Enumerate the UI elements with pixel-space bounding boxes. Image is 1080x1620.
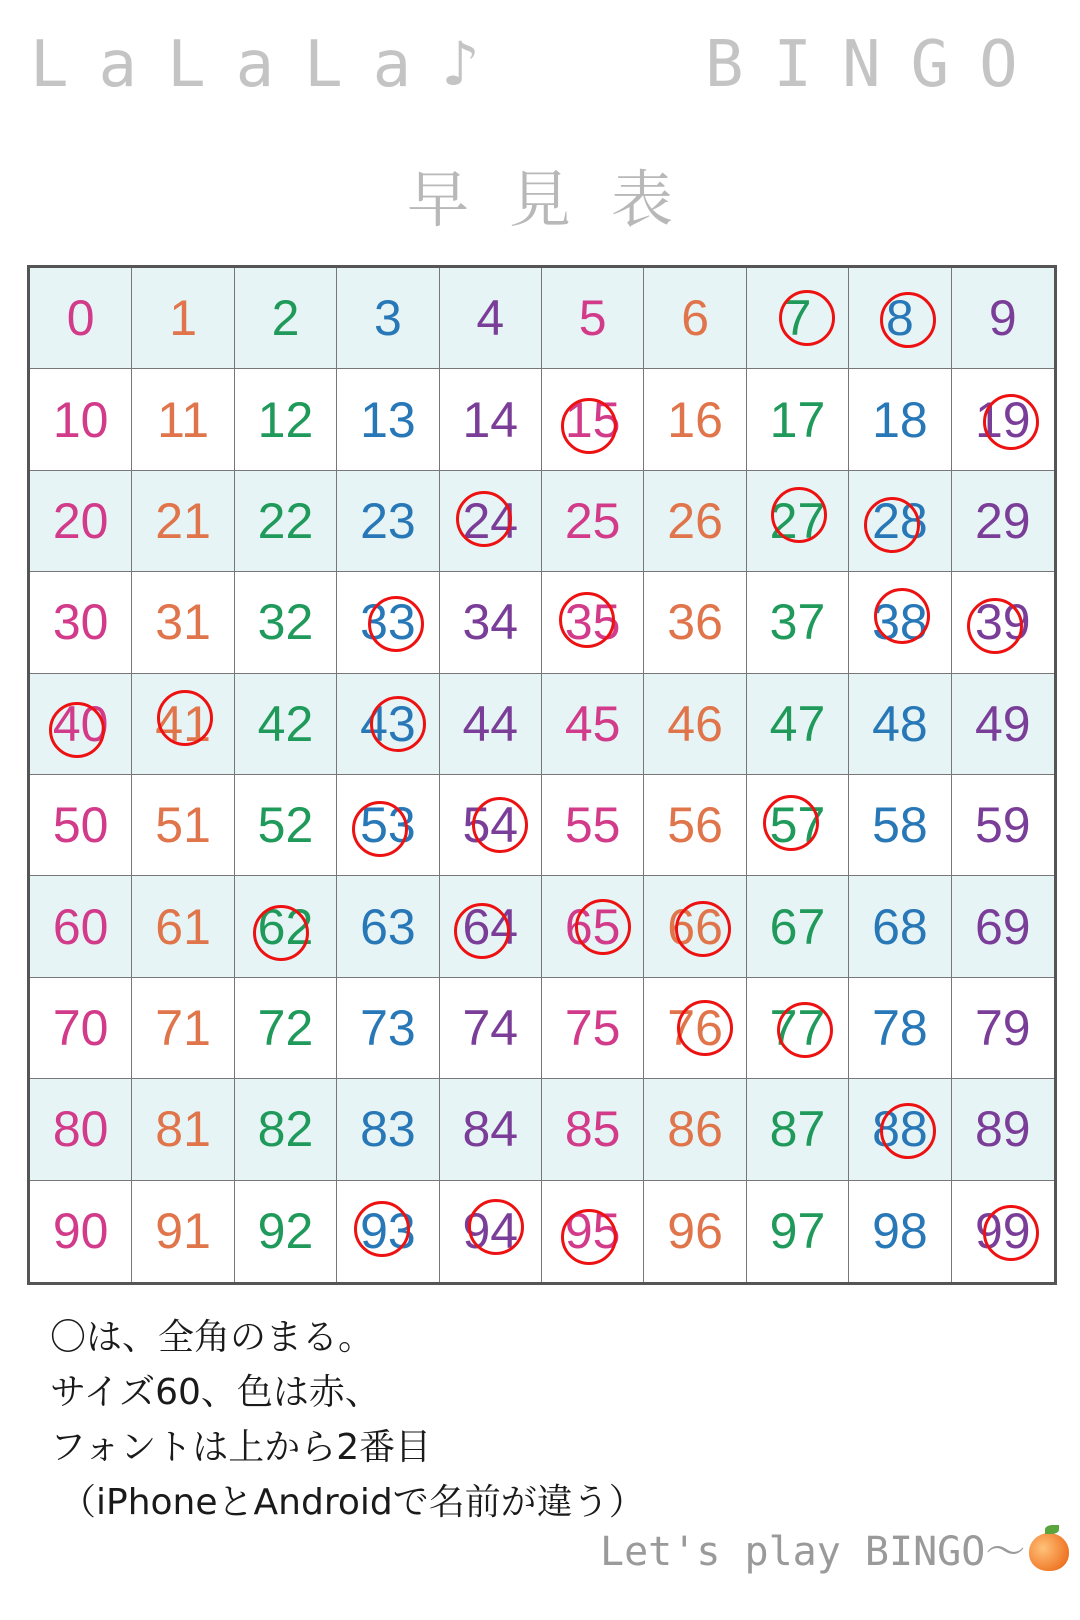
cell-number: 14 (462, 391, 519, 448)
grid-cell (235, 876, 337, 977)
cell-number: 91 (155, 1203, 211, 1260)
cell-number: 85 (564, 1101, 621, 1158)
cell-number: 90 (52, 1203, 109, 1260)
cell-number: 65 (564, 898, 621, 955)
grid-cell (132, 369, 234, 470)
grid-cell (337, 775, 439, 876)
cell-number: 59 (974, 797, 1031, 854)
cell-number: 68 (872, 898, 928, 955)
grid-cell (952, 471, 1054, 572)
grid-cell (440, 674, 542, 775)
cell-number: 96 (667, 1203, 723, 1260)
cell-number: 38 (872, 594, 928, 651)
cell-number: 97 (769, 1203, 826, 1260)
grid-cell (235, 1079, 337, 1180)
grid-cell (644, 876, 746, 977)
grid-cell (30, 876, 132, 977)
cell-number: 28 (872, 492, 928, 549)
cell-number: 40 (52, 695, 109, 752)
grid-cell (235, 1181, 337, 1282)
cell-number: 39 (974, 594, 1031, 651)
cell-number: 83 (360, 1101, 416, 1158)
grid-cell (952, 674, 1054, 775)
grid-cell (235, 471, 337, 572)
cell-number: 13 (360, 391, 416, 448)
grid-cell (235, 775, 337, 876)
grid-cell (952, 876, 1054, 977)
cell-number: 4 (476, 290, 505, 347)
grid-cell (644, 1181, 746, 1282)
grid-cell (747, 978, 849, 1079)
grid-cell (30, 1079, 132, 1180)
grid-cell (952, 1079, 1054, 1180)
cell-number: 52 (257, 797, 314, 854)
grid-cell (952, 978, 1054, 1079)
cell-number: 64 (462, 898, 519, 955)
cell-number: 69 (974, 898, 1031, 955)
cell-number: 55 (564, 797, 621, 854)
cell-number: 5 (578, 290, 607, 347)
grid-cell (337, 876, 439, 977)
cell-number: 31 (155, 594, 211, 651)
app-title (0, 18, 1080, 108)
cell-number: 98 (872, 1203, 928, 1260)
note-line-3: フォントは上から2番目 (50, 1427, 432, 1468)
grid-cell (849, 572, 951, 673)
grid-cell (440, 775, 542, 876)
cell-number: 7 (783, 290, 812, 347)
grid-cell (542, 1079, 644, 1180)
cell-number: 29 (974, 492, 1031, 549)
grid-cell (440, 268, 542, 369)
grid-cell (132, 268, 234, 369)
grid-cell (132, 471, 234, 572)
cell-number: 76 (667, 999, 723, 1056)
grid-cell (644, 674, 746, 775)
grid-cell (849, 674, 951, 775)
cell-number: 61 (155, 898, 211, 955)
grid-cell (337, 1079, 439, 1180)
cell-number: 70 (52, 999, 109, 1056)
cell-number: 43 (360, 695, 416, 752)
cell-number: 57 (769, 797, 826, 854)
grid-cell (30, 978, 132, 1079)
grid-cell (542, 978, 644, 1079)
cell-number: 25 (564, 492, 621, 549)
grid-cell (30, 369, 132, 470)
grid-cell (644, 268, 746, 369)
cell-number: 93 (360, 1203, 416, 1260)
cell-number: 79 (974, 999, 1031, 1056)
cell-number: 41 (155, 695, 211, 752)
cell-number: 58 (872, 797, 928, 854)
grid-cell (337, 978, 439, 1079)
cell-number: 42 (257, 695, 314, 752)
bingo-number-grid (27, 265, 1057, 1285)
cell-number: 23 (360, 492, 416, 549)
grid-cell (235, 674, 337, 775)
cell-number: 54 (462, 797, 519, 854)
grid-cell (644, 978, 746, 1079)
cell-number: 74 (462, 999, 519, 1056)
grid-cell (952, 775, 1054, 876)
grid-cell (132, 674, 234, 775)
cell-number: 60 (52, 898, 109, 955)
grid-cell (30, 471, 132, 572)
note-line-1: 〇は、全角のまる。 (50, 1317, 375, 1358)
cell-number: 45 (564, 695, 621, 752)
cell-number: 92 (257, 1203, 314, 1260)
grid-cell (132, 775, 234, 876)
cell-number: 80 (52, 1101, 109, 1158)
grid-cell (747, 674, 849, 775)
page-subtitle: 早見表 (406, 163, 713, 236)
cell-number: 20 (52, 492, 109, 549)
grid-cell (952, 1181, 1054, 1282)
grid-cell (542, 876, 644, 977)
cell-number: 84 (462, 1101, 519, 1158)
cell-number: 50 (52, 797, 109, 854)
cell-number: 16 (667, 391, 723, 448)
grid-cell (542, 268, 644, 369)
footer-text: Let's play BINGO〜 (600, 1529, 1026, 1575)
cell-number: 0 (66, 290, 95, 347)
grid-cell (849, 775, 951, 876)
cell-number: 95 (564, 1203, 621, 1260)
cell-number: 56 (667, 797, 723, 854)
cell-number: 24 (462, 492, 519, 549)
grid-cell (337, 1181, 439, 1282)
grid-cell (849, 1181, 951, 1282)
cell-number: 99 (974, 1203, 1031, 1260)
grid-cell (849, 268, 951, 369)
instruction-note (50, 1310, 645, 1530)
grid-cell (952, 572, 1054, 673)
grid-cell (644, 369, 746, 470)
cell-number: 37 (769, 594, 826, 651)
cell-number: 34 (462, 594, 519, 651)
grid-cell (337, 572, 439, 673)
cell-number: 30 (52, 594, 109, 651)
cell-number: 48 (872, 695, 928, 752)
grid-cell (132, 1181, 234, 1282)
grid-cell (849, 369, 951, 470)
cell-number: 21 (155, 492, 211, 549)
cell-number: 9 (988, 290, 1017, 347)
grid-cell (337, 268, 439, 369)
grid-cell (30, 268, 132, 369)
grid-cell (644, 572, 746, 673)
grid-cell (849, 876, 951, 977)
cell-number: 78 (872, 999, 928, 1056)
cell-number: 62 (257, 898, 314, 955)
cell-number: 81 (155, 1101, 211, 1158)
cell-number: 26 (667, 492, 723, 549)
cell-number: 71 (155, 999, 211, 1056)
grid-cell (440, 572, 542, 673)
cell-number: 27 (769, 492, 826, 549)
grid-cell (747, 471, 849, 572)
grid-cell (644, 1079, 746, 1180)
grid-cell (542, 369, 644, 470)
cell-number: 35 (564, 594, 621, 651)
cell-number: 72 (257, 999, 314, 1056)
footer-caption (600, 1520, 1069, 1577)
grid-cell (747, 572, 849, 673)
grid-cell (337, 674, 439, 775)
grid-cell (132, 876, 234, 977)
grid-cell (440, 369, 542, 470)
cell-number: 46 (667, 695, 723, 752)
grid-cell (644, 775, 746, 876)
grid-cell (849, 978, 951, 1079)
grid-cell (747, 1181, 849, 1282)
cell-number: 51 (155, 797, 211, 854)
cell-number: 36 (667, 594, 723, 651)
cell-number: 33 (360, 594, 416, 651)
cell-number: 75 (564, 999, 621, 1056)
grid-cell (337, 471, 439, 572)
cell-number: 88 (872, 1101, 928, 1158)
grid-cell (644, 471, 746, 572)
cell-number: 77 (769, 999, 826, 1056)
cell-number: 94 (462, 1203, 519, 1260)
cell-number: 73 (360, 999, 416, 1056)
cell-number: 63 (360, 898, 416, 955)
grid-cell (30, 674, 132, 775)
grid-cell (542, 674, 644, 775)
cell-number: 89 (974, 1101, 1031, 1158)
cell-number: 19 (974, 391, 1031, 448)
cell-number: 3 (373, 290, 402, 347)
cell-number: 32 (257, 594, 314, 651)
grid-cell (747, 268, 849, 369)
grid-cell (440, 1181, 542, 1282)
grid-cell (440, 978, 542, 1079)
note-line-2: サイズ60、色は赤、 (50, 1372, 381, 1413)
cell-number: 2 (271, 290, 300, 347)
note-line-4: （iPhoneとAndroidで名前が違う） (60, 1482, 645, 1523)
title-lalala: LaLaLa♪ (30, 28, 510, 102)
grid-cell (440, 1079, 542, 1180)
cell-number: 6 (681, 290, 709, 347)
cell-number: 18 (872, 391, 928, 448)
grid-cell (132, 978, 234, 1079)
cell-number: 10 (52, 391, 109, 448)
grid-cell (747, 1079, 849, 1180)
grid-cell (747, 369, 849, 470)
peach-icon (1029, 1533, 1069, 1571)
cell-number: 8 (885, 290, 914, 347)
cell-number: 86 (667, 1101, 723, 1158)
cell-number: 67 (769, 898, 826, 955)
grid-cell (235, 268, 337, 369)
cell-number: 22 (257, 492, 314, 549)
grid-cell (235, 572, 337, 673)
grid-cell (235, 978, 337, 1079)
grid-cell (337, 369, 439, 470)
grid-cell (952, 268, 1054, 369)
cell-number: 12 (257, 391, 314, 448)
cell-number: 49 (974, 695, 1031, 752)
cell-number: 15 (564, 391, 621, 448)
cell-number: 44 (462, 695, 519, 752)
grid-cell (132, 1079, 234, 1180)
cell-number: 1 (169, 290, 197, 347)
cell-number: 53 (360, 797, 416, 854)
grid-cell (747, 876, 849, 977)
grid-cell (30, 1181, 132, 1282)
cell-number: 82 (257, 1101, 314, 1158)
grid-cell (542, 471, 644, 572)
grid-cell (440, 876, 542, 977)
grid-cell (542, 1181, 644, 1282)
grid-cell (235, 369, 337, 470)
cell-number: 11 (157, 391, 210, 448)
grid-cell (747, 775, 849, 876)
grid-cell (30, 775, 132, 876)
grid-cell (440, 471, 542, 572)
cell-number: 66 (667, 898, 723, 955)
grid-cell (952, 369, 1054, 470)
grid-cell (542, 775, 644, 876)
cell-number: 87 (769, 1101, 826, 1158)
cell-number: 17 (769, 391, 826, 448)
grid-cell (30, 572, 132, 673)
cell-number: 47 (769, 695, 826, 752)
grid-cell (849, 1079, 951, 1180)
title-bingo: BINGO (705, 28, 1048, 102)
grid-cell (542, 572, 644, 673)
grid-cell (132, 572, 234, 673)
grid-cell (849, 471, 951, 572)
